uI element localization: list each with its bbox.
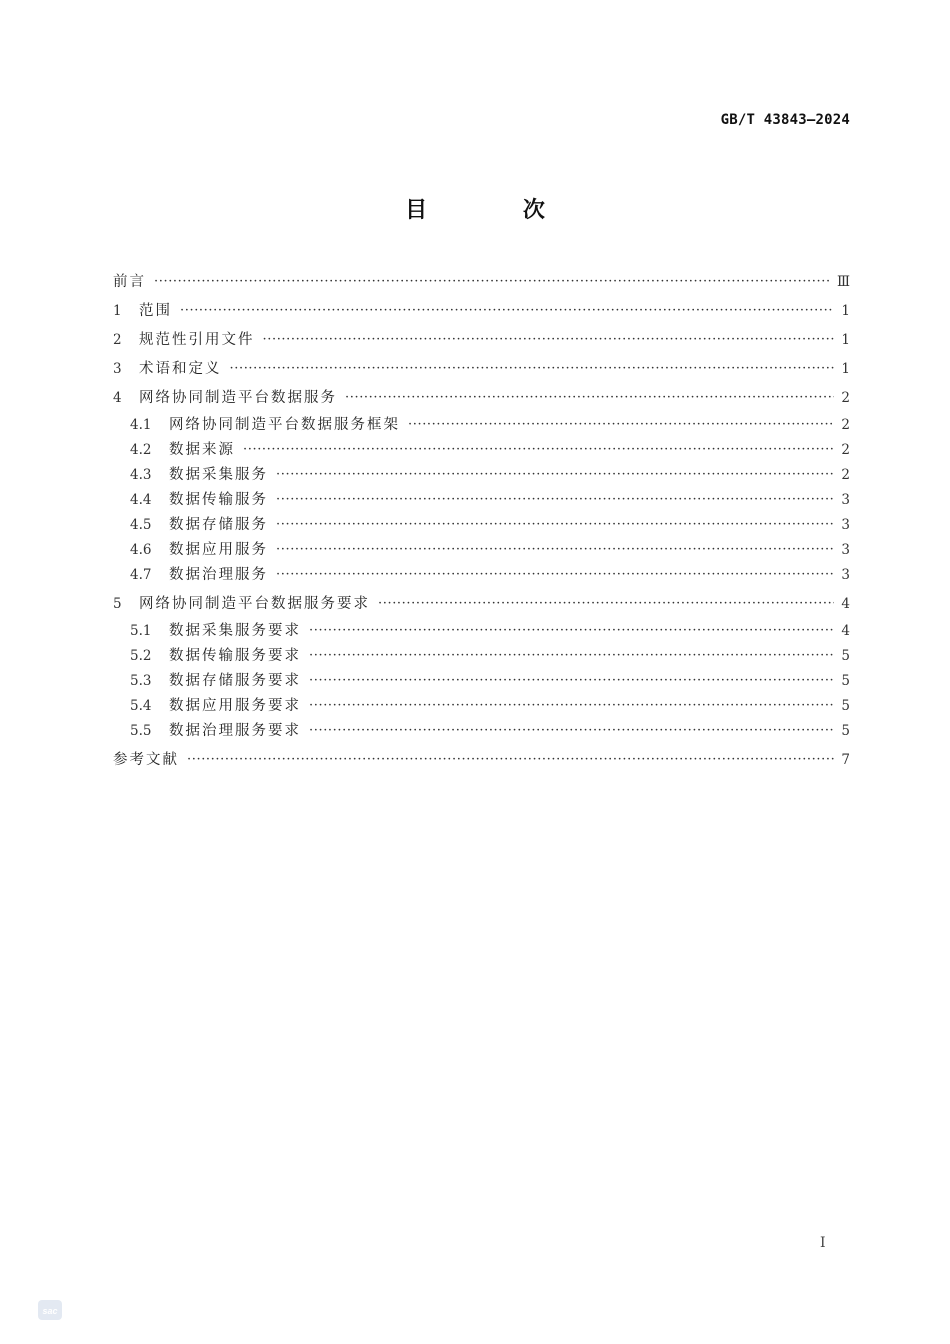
toc-entry[interactable]	[130, 437, 850, 463]
toc-leader-dots	[276, 562, 834, 588]
toc-entry-label: 数据采集服务	[169, 467, 268, 483]
toc-entry[interactable]	[130, 693, 850, 719]
toc-entry[interactable]	[113, 747, 850, 773]
toc-leader-dots	[276, 487, 834, 513]
toc-entry-label: 数据传输服务	[169, 492, 268, 508]
toc-entry-page: 7	[841, 752, 850, 768]
toc-entry[interactable]	[130, 562, 850, 588]
toc-entry-number: 4.4	[130, 492, 152, 508]
toc-entry-page: 2	[841, 467, 850, 483]
toc-entry-label: 术语和定义	[139, 361, 222, 377]
toc-leader-dots	[180, 298, 834, 324]
toc-entry[interactable]	[113, 298, 850, 324]
toc-entry-number: 4.6	[130, 542, 152, 558]
toc-entry-label: 数据采集服务要求	[169, 623, 301, 639]
toc-entry-page: 1	[841, 303, 850, 319]
toc-leader-dots	[309, 668, 834, 694]
toc-entry-page: Ⅲ	[836, 274, 850, 290]
toc-leader-dots	[345, 385, 834, 411]
toc-entry-number: 4.2	[130, 442, 152, 458]
toc-entry-page: 3	[841, 567, 850, 583]
toc-leader-dots	[309, 618, 834, 644]
toc-entry-label: 数据治理服务要求	[169, 723, 301, 739]
toc-leader-dots	[276, 537, 834, 563]
toc-entry-page: 4	[841, 596, 850, 612]
toc-entry-page: 3	[841, 542, 850, 558]
toc-leader-dots	[309, 643, 834, 669]
toc-leader-dots	[309, 718, 834, 744]
toc-leader-dots	[263, 327, 835, 353]
toc-entry[interactable]	[130, 512, 850, 538]
toc-leader-dots	[243, 437, 834, 463]
toc-entry-page: 3	[841, 517, 850, 533]
sac-logo-icon	[37, 1298, 63, 1322]
toc-entry[interactable]	[130, 462, 850, 488]
toc-entry-label: 前言	[113, 274, 146, 290]
toc-entry[interactable]	[130, 487, 850, 513]
toc-entry[interactable]	[113, 356, 850, 382]
page-title: 目 次	[405, 198, 589, 223]
toc-entry-number: 5.5	[130, 723, 152, 739]
toc-entry[interactable]	[113, 591, 850, 617]
toc-entry-number: 5.4	[130, 698, 152, 714]
toc-entry-label: 参考文献	[113, 752, 179, 768]
toc-leader-dots	[230, 356, 835, 382]
toc-entry-page: 3	[841, 492, 850, 508]
toc-entry[interactable]	[113, 327, 850, 353]
toc-leader-dots	[309, 693, 834, 719]
toc-entry-number: 4.7	[130, 567, 152, 583]
toc-entry-page: 4	[841, 623, 850, 639]
toc-entry-label: 数据治理服务	[169, 567, 268, 583]
toc-entry-number: 4.1	[130, 417, 152, 433]
toc-entry-number: 3	[113, 361, 122, 377]
toc-entry[interactable]	[130, 537, 850, 563]
toc-entry[interactable]	[130, 412, 850, 438]
toc-entry-page: 1	[841, 361, 850, 377]
toc-entry[interactable]	[113, 385, 850, 411]
toc-leader-dots	[408, 412, 834, 438]
toc-entry[interactable]	[130, 618, 850, 644]
standard-number: GB/T 43843—2024	[720, 112, 850, 128]
toc-entry[interactable]	[130, 718, 850, 744]
toc-entry-number: 4.5	[130, 517, 152, 533]
logo-text: sac	[42, 1306, 58, 1316]
toc-entry[interactable]	[130, 668, 850, 694]
toc-entry-page: 5	[841, 673, 850, 689]
toc-entry-page: 1	[841, 332, 850, 348]
toc-entry-number: 1	[113, 303, 122, 319]
toc-entry-number: 2	[113, 332, 122, 348]
toc-entry-label: 网络协同制造平台数据服务要求	[139, 596, 370, 612]
toc-entry[interactable]	[130, 643, 850, 669]
toc-entry-page: 2	[841, 417, 850, 433]
toc-entry-page: 5	[841, 723, 850, 739]
toc-entry-label: 规范性引用文件	[139, 332, 255, 348]
toc-entry-label: 数据传输服务要求	[169, 648, 301, 664]
toc-entry-number: 5.3	[130, 673, 152, 689]
toc-entry-label: 数据存储服务	[169, 517, 268, 533]
toc-entry-number: 4.3	[130, 467, 152, 483]
toc-entry[interactable]	[113, 269, 850, 295]
toc-entry-label: 网络协同制造平台数据服务框架	[169, 417, 400, 433]
toc-entry-number: 4	[113, 390, 122, 406]
toc-leader-dots	[378, 591, 834, 617]
toc-entry-label: 数据应用服务要求	[169, 698, 301, 714]
page-number: Ⅰ	[820, 1235, 826, 1251]
toc-entry-label: 数据应用服务	[169, 542, 268, 558]
toc-entry-page: 5	[841, 698, 850, 714]
toc-entry-page: 2	[841, 390, 850, 406]
toc-entry-label: 数据存储服务要求	[169, 673, 301, 689]
toc-entry-label: 网络协同制造平台数据服务	[139, 390, 337, 406]
toc-leader-dots	[187, 747, 834, 773]
toc-entry-label: 范围	[139, 303, 172, 319]
toc-entry-label: 数据来源	[169, 442, 235, 458]
toc-leader-dots	[154, 269, 831, 295]
toc-leader-dots	[276, 512, 834, 538]
toc-entry-number: 5	[113, 596, 122, 612]
toc-entry-page: 5	[841, 648, 850, 664]
toc-entry-number: 5.1	[130, 623, 152, 639]
toc-entry-page: 2	[841, 442, 850, 458]
toc-leader-dots	[276, 462, 834, 488]
toc-entry-number: 5.2	[130, 648, 152, 664]
